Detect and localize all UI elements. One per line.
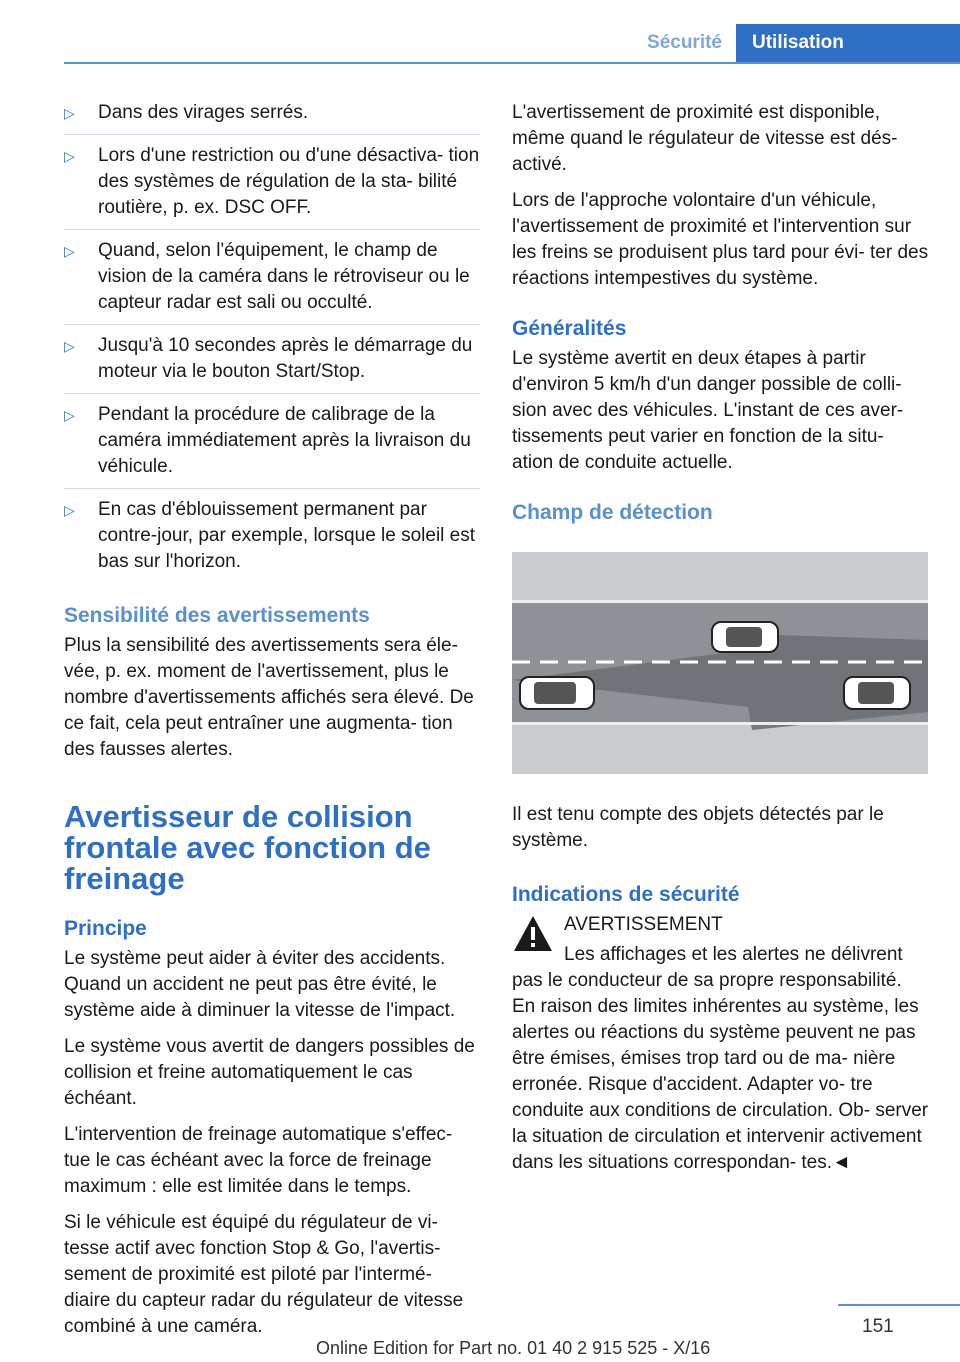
triangle-bullet-icon: ▷ xyxy=(64,502,75,518)
principe-paragraph: Le système vous avertit de dangers possibles de collision et freine automatiquement le cas échéant. xyxy=(64,1036,475,1109)
left-column xyxy=(64,100,480,1350)
detection-field-illustration xyxy=(512,552,928,774)
triangle-bullet-icon: ▷ xyxy=(64,148,75,164)
principe-paragraph: Le système peut aider à éviter des accidents. Quand un accident ne peut pas être évité, le système aide à diminuer la vitesse de l'impact. xyxy=(64,948,456,1021)
footer-rule xyxy=(838,1304,960,1306)
tab-section-securite[interactable]: Sécurité xyxy=(647,32,722,53)
main-section-heading: Avertisseur de collision frontale avec fonction de freinage xyxy=(64,799,431,896)
figure-caption: Il est tenu compte des objets détectés par le système. xyxy=(512,804,884,851)
paragraph: L'avertissement de proximité est disponible, même quand le régulateur de vitesse est dés‐ activé. xyxy=(512,102,898,175)
page-number: 151 xyxy=(862,1316,894,1337)
warning-text: Les affichages et les alertes ne délivrent pas le conducteur de sa propre responsabilité. En raison des limites inhérentes au système, les alertes ou réactions du système peuvent ne pas être émises, émises trop tard ou de ma‐ nière erronée. Risque d'accident. Adapter vo‐ tre conduite aux conditions de circulation. Ob‐ server la situation de circulation et intervenir activement dans les situations correspondan‐ tes.◄ xyxy=(512,944,929,1173)
list-item: ▷ Pendant la procédure de calibrage de la caméra immédiatement après la livraison du véhicule. xyxy=(64,402,480,489)
principe-paragraph: L'intervention de freinage automatique s'effec‐ tue le cas échéant avec la force de freinage maximum : elle est limitée dans le temps. xyxy=(64,1124,453,1197)
triangle-bullet-icon: ▷ xyxy=(64,407,75,423)
triangle-bullet-icon: ▷ xyxy=(64,243,75,259)
sensibilite-text: Plus la sensibilité des avertissements sera éle‐ vée, p. ex. moment de l'avertissement, plus le nombre d'avertissements affichés sera élevé. De ce fait, cela peut entraîner une augmenta‐ tion des fausses alertes. xyxy=(64,635,474,760)
tab-chapter-utilisation[interactable]: Utilisation xyxy=(736,24,960,64)
vehicle-ahead-icon xyxy=(712,622,778,652)
list-item: ▷ En cas d'éblouissement permanent par contre-jour, par exemple, lorsque le soleil est bas sur l'horizon. xyxy=(64,499,476,572)
own-vehicle-icon xyxy=(520,677,594,709)
paragraph: Lors de l'approche volontaire d'un véhicule, l'avertissement de proximité et l'intervention sur les freins se produisent plus tard pour évi‐ ter des réactions intempestives du système. xyxy=(512,190,929,289)
principe-paragraph: Si le véhicule est équipé du régulateur de vi‐ tesse actif avec fonction Stop & Go, l'avertis‐ sement de proximité est piloté par l'intermé‐ diaire du capteur radar du régulateur de vitesse combiné à une caméra. xyxy=(64,1212,464,1337)
vehicle-right-icon xyxy=(844,677,910,709)
warning-triangle-icon xyxy=(512,914,554,954)
list-item: ▷ Quand, selon l'équipement, le champ de vision de la caméra dans le rétroviseur ou le capteur radar est sali ou occulté. xyxy=(64,238,480,325)
list-item: ▷ Lors d'une restriction ou d'une désactiva‐ tion des systèmes de régulation de la sta‐ bilité routière, p. ex. DSC OFF. xyxy=(64,143,480,230)
header-rule xyxy=(64,62,960,64)
right-column xyxy=(512,100,930,1186)
principe-heading: Principe xyxy=(64,917,147,940)
generalites-heading: Généralités xyxy=(512,317,627,340)
condition-list xyxy=(64,100,480,583)
triangle-bullet-icon: ▷ xyxy=(64,338,75,354)
list-item: ▷ Jusqu'à 10 secondes après le démarrage du moteur via le bouton Start/Stop. xyxy=(64,333,480,394)
warning-box xyxy=(512,912,930,938)
champ-detection-heading: Champ de détection xyxy=(512,501,713,524)
triangle-bullet-icon: ▷ xyxy=(64,105,75,121)
warning-title: AVERTISSEMENT xyxy=(564,914,723,935)
sensibilite-heading: Sensibilité des avertissements xyxy=(64,604,370,627)
list-item: ▷ Dans des virages serrés. xyxy=(64,100,480,135)
edition-note: Online Edition for Part no. 01 40 2 915 525 - X/16 xyxy=(316,1338,711,1358)
securite-heading: Indications de sécurité xyxy=(512,883,740,906)
generalites-text: Le système avertit en deux étapes à partir d'environ 5 km/h d'un danger possible de colli‐ sion avec des véhicules. L'instant de ces aver‐ tissements peut varier en fonction de la situ‐ ation de conduite actuelle. xyxy=(512,348,904,473)
